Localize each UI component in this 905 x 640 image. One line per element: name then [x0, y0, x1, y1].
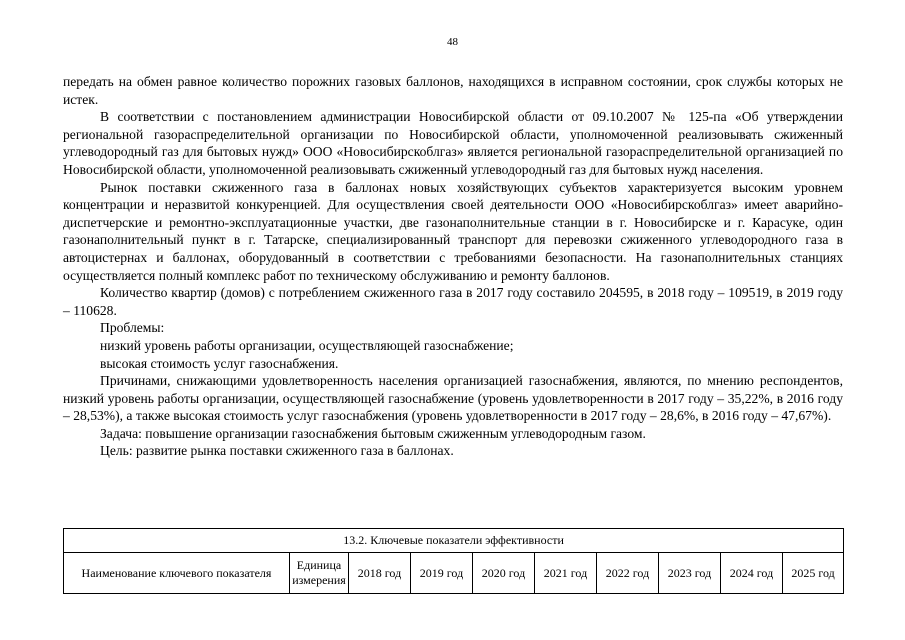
column-header-2020: 2020 год — [473, 553, 535, 594]
column-header-2019: 2019 год — [411, 553, 473, 594]
column-header-unit: Единица измерения — [290, 553, 349, 594]
paragraph-reasons: Причинами, снижающими удовлетворенность населения организацией газоснабжения, являются, по мнению респондентов, низкий уровень работы организации, осуществляющей газоснабжение (уровень удовлетворенности в 2017 году – 35,22%, в 2016 году – 28,53%), а также высокая стоимость услуг газоснабжения (уровень удовлетворенности в 2017 году – 28,6%, в 2016 году – 47,67%). — [63, 373, 843, 424]
table-title: 13.2. Ключевые показатели эффективности — [64, 529, 844, 553]
kpi-table — [63, 528, 844, 594]
paragraph-goal: Цель: развитие рынка поставки сжиженного газа в баллонах. — [100, 443, 454, 459]
paragraph-task: Задача: повышение организации газоснабжения бытовым сжиженным углеводородным газом. — [100, 425, 646, 441]
column-header-2021: 2021 год — [535, 553, 597, 594]
table-header-row — [64, 553, 844, 594]
paragraph-regulation: В соответствии с постановлением администрации Новосибирской области от 09.10.2007 № 125-па «Об утверждении региональной газораспределительной организации по Новосибирской области, уполномоченной реализовывать сжиженный углеводородный газ для бытовых нужд» ООО «Новосибирскоблгаз» является региональной газораспределительной организацией по Новосибирской области, уполномоченной реализовывать сжиженный углеводородный газ для бытовых нужд населения. — [63, 109, 843, 177]
column-header-2023: 2023 год — [659, 553, 721, 594]
paragraph-problem-1: низкий уровень работы организации, осуществляющей газоснабжение; — [100, 337, 514, 353]
column-header-2022: 2022 год — [597, 553, 659, 594]
column-header-indicator: Наименование ключевого показателя — [64, 553, 290, 594]
column-header-2024: 2024 год — [721, 553, 783, 594]
page-number: 48 — [447, 36, 458, 48]
paragraph-problem-2: высокая стоимость услуг газоснабжения. — [100, 355, 339, 371]
column-header-2018: 2018 год — [349, 553, 411, 594]
body-text — [63, 73, 843, 460]
paragraph-continuation: передать на обмен равное количество порожних газовых баллонов, находящихся в исправном состоянии, срок службы которых не истек. — [63, 74, 843, 107]
paragraph-market: Рынок поставки сжиженного газа в баллонах новых хозяйствующих субъектов характеризуется высоким уровнем концентрации и неразвитой конкуренцией. Для осуществления своей деятельности ООО «Новосибирскоблгаз» имеет аварийно-диспетчерские и ремонтно-эксплуатационные участки, две газонаполнительные станции в г. Новосибирске и г. Карасуке, один газонаполнительный пункт в г. Татарске, специализированный транспорт для перевозки сжиженного углеводородного газа в автоцистернах и баллонах, оборудованный в соответствии с требованиями безопасности. На газонаполнительных станциях осуществляется полный комплекс работ по техническому обслуживанию и ремонту баллонов. — [63, 179, 843, 283]
column-header-2025: 2025 год — [783, 553, 844, 594]
paragraph-problems-heading: Проблемы: — [100, 320, 165, 336]
paragraph-apartments: Количество квартир (домов) с потреблением сжиженного газа в 2017 году составило 204595, в 2018 году – 109519, в 2019 году – 110628. — [63, 285, 843, 318]
